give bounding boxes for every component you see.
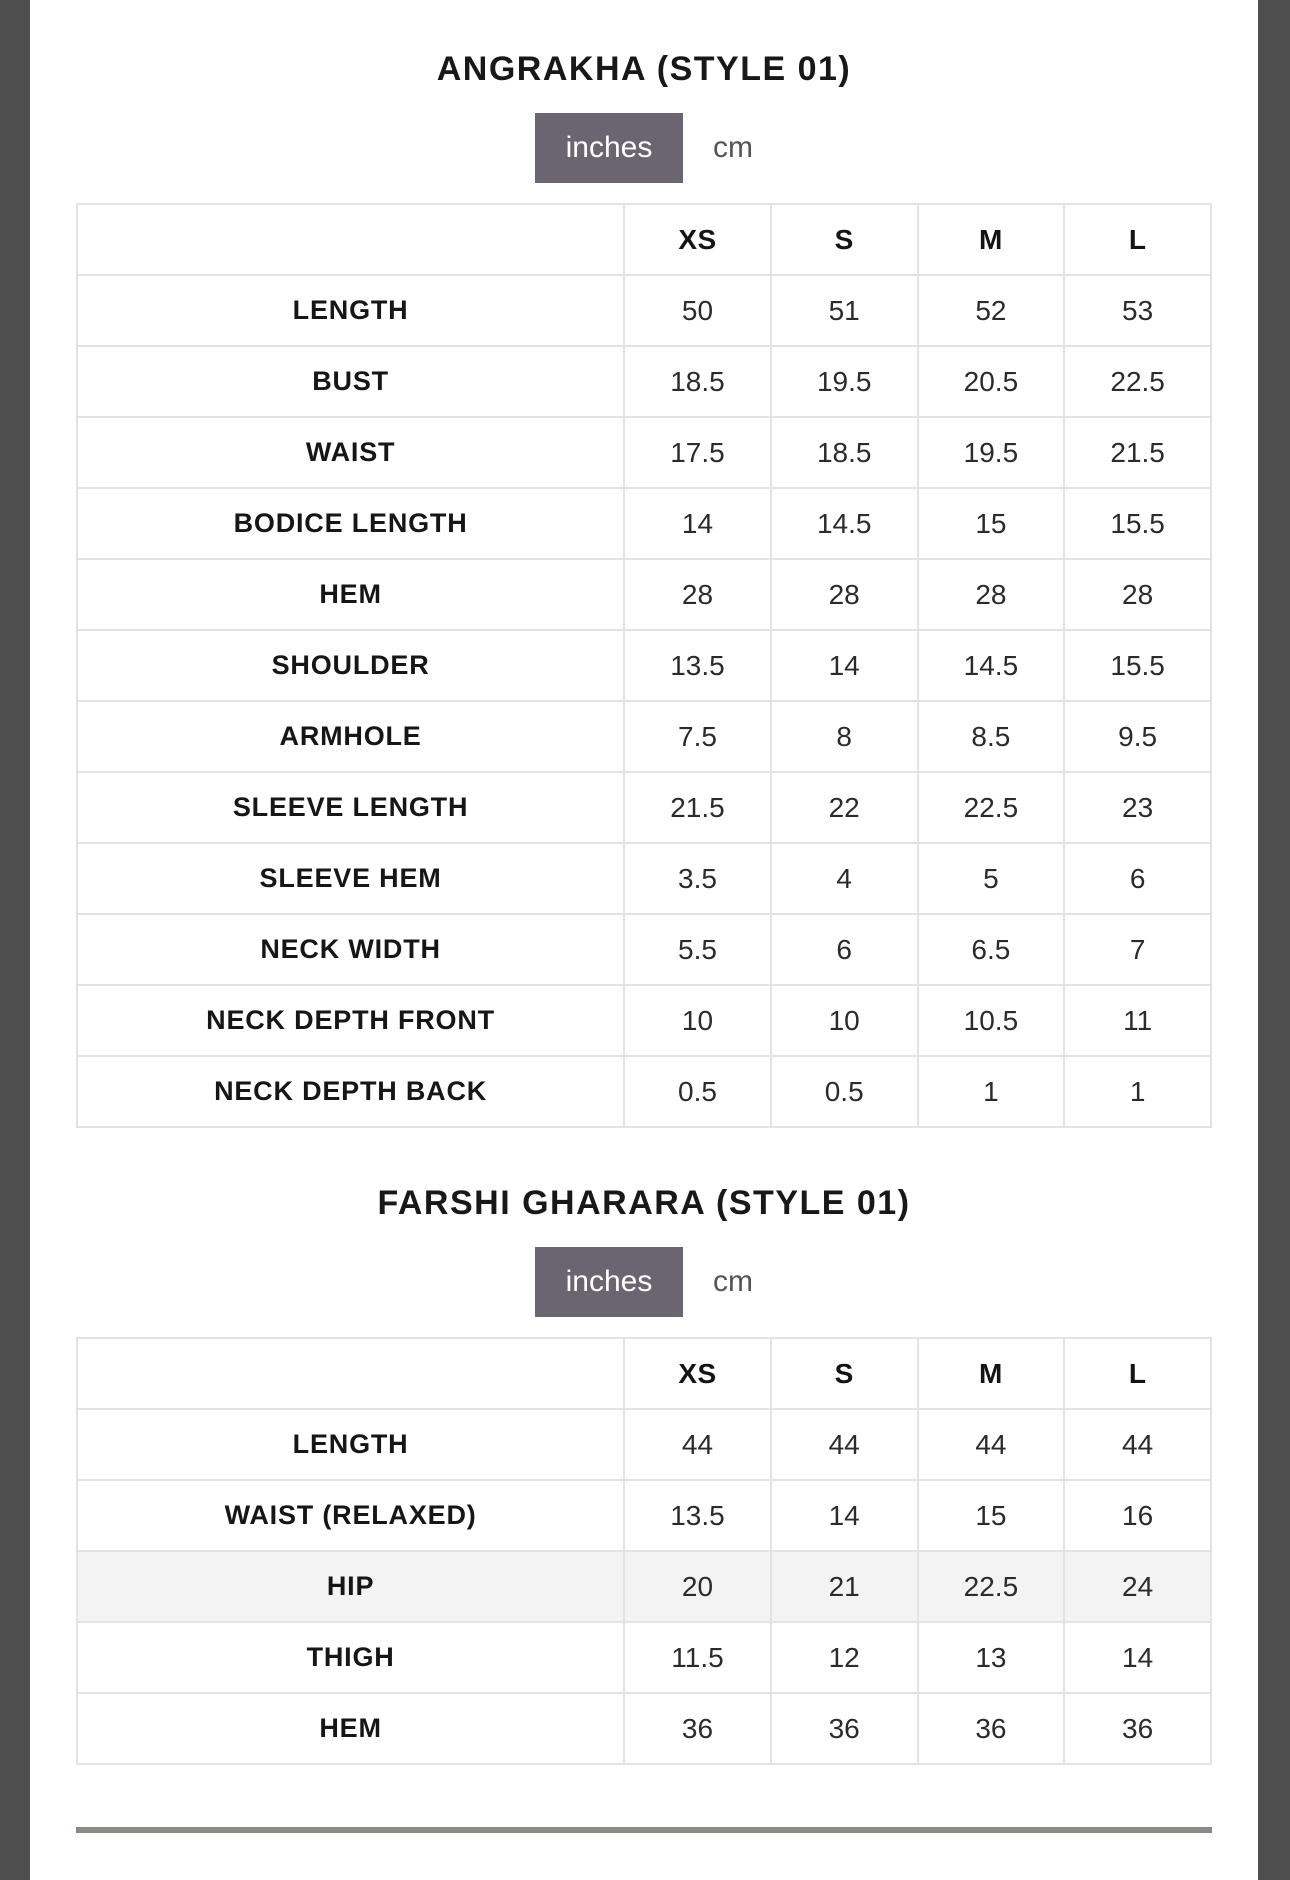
size-value-cell: 22.5 xyxy=(1065,347,1210,416)
size-value-cell: 8.5 xyxy=(919,702,1064,771)
header-row xyxy=(78,1339,1210,1408)
corner-cell xyxy=(78,205,623,274)
page-title: FARSHI GHARARA (STYLE 01) xyxy=(377,1184,911,1222)
size-value-cell: 19.5 xyxy=(919,418,1064,487)
measurement-label: SHOULDER xyxy=(78,631,623,700)
table-row xyxy=(78,773,1210,842)
size-value-cell: 14.5 xyxy=(919,631,1064,700)
size-value-cell: 9.5 xyxy=(1065,702,1210,771)
cm-toggle-button[interactable]: cm xyxy=(713,131,753,164)
size-value-cell: 14 xyxy=(772,1481,917,1550)
size-value-cell: 18.5 xyxy=(625,347,770,416)
size-value-cell: 15 xyxy=(919,1481,1064,1550)
section-angrakha-style-01 xyxy=(30,50,1258,1128)
size-value-cell: 28 xyxy=(625,560,770,629)
size-value-cell: 0.5 xyxy=(772,1057,917,1126)
size-value-cell: 19.5 xyxy=(772,347,917,416)
size-value-cell: 10.5 xyxy=(919,986,1064,1055)
size-value-cell: 36 xyxy=(1065,1694,1210,1763)
size-value-cell: 44 xyxy=(1065,1410,1210,1479)
bottom-divider xyxy=(76,1827,1212,1833)
size-value-cell: 44 xyxy=(772,1410,917,1479)
size-value-cell: 15 xyxy=(919,489,1064,558)
measurement-label: SLEEVE HEM xyxy=(78,844,623,913)
table-row xyxy=(78,915,1210,984)
size-column-header: M xyxy=(919,1339,1064,1408)
measurement-label: BUST xyxy=(78,347,623,416)
measurement-label: SLEEVE LENGTH xyxy=(78,773,623,842)
size-column-header: XS xyxy=(625,205,770,274)
size-chart-page xyxy=(30,0,1258,1880)
measurement-label: WAIST (RELAXED) xyxy=(78,1481,623,1550)
measurement-label: NECK DEPTH BACK xyxy=(78,1057,623,1126)
table-row xyxy=(78,1552,1210,1621)
size-value-cell: 28 xyxy=(772,560,917,629)
measurement-label: THIGH xyxy=(78,1623,623,1692)
measurement-label: HEM xyxy=(78,560,623,629)
size-value-cell: 14 xyxy=(625,489,770,558)
table-row xyxy=(78,560,1210,629)
table-row xyxy=(78,986,1210,1055)
page-title: ANGRAKHA (STYLE 01) xyxy=(436,50,852,88)
farshi-gharara-size-table xyxy=(76,1337,1212,1765)
size-column-header: S xyxy=(772,205,917,274)
table-row xyxy=(78,418,1210,487)
size-value-cell: 21 xyxy=(772,1552,917,1621)
size-value-cell: 5.5 xyxy=(625,915,770,984)
size-value-cell: 7 xyxy=(1065,915,1210,984)
size-value-cell: 15.5 xyxy=(1065,631,1210,700)
size-value-cell: 28 xyxy=(919,560,1064,629)
size-value-cell: 7.5 xyxy=(625,702,770,771)
measurement-label: NECK WIDTH xyxy=(78,915,623,984)
size-column-header: XS xyxy=(625,1339,770,1408)
size-column-header: L xyxy=(1065,1339,1210,1408)
measurement-label: LENGTH xyxy=(78,276,623,345)
measurement-label: LENGTH xyxy=(78,1410,623,1479)
size-value-cell: 6 xyxy=(1065,844,1210,913)
size-value-cell: 11.5 xyxy=(625,1623,770,1692)
corner-cell xyxy=(78,1339,623,1408)
measurement-label: HEM xyxy=(78,1694,623,1763)
size-value-cell: 4 xyxy=(772,844,917,913)
size-value-cell: 14 xyxy=(772,631,917,700)
size-value-cell: 10 xyxy=(772,986,917,1055)
table-row xyxy=(78,1410,1210,1479)
size-value-cell: 16 xyxy=(1065,1481,1210,1550)
size-value-cell: 36 xyxy=(772,1694,917,1763)
table-row xyxy=(78,1694,1210,1763)
measurement-label: HIP xyxy=(78,1552,623,1621)
left-edge-bar xyxy=(0,0,30,1880)
size-value-cell: 36 xyxy=(919,1694,1064,1763)
size-column-header: L xyxy=(1065,205,1210,274)
table-row xyxy=(78,702,1210,771)
angrakha-size-table xyxy=(76,203,1212,1128)
table-row xyxy=(78,1481,1210,1550)
size-value-cell: 51 xyxy=(772,276,917,345)
size-value-cell: 14 xyxy=(1065,1623,1210,1692)
header-row xyxy=(78,205,1210,274)
table-row xyxy=(78,347,1210,416)
unit-toggle xyxy=(30,1247,1258,1317)
table-row xyxy=(78,631,1210,700)
size-value-cell: 50 xyxy=(625,276,770,345)
table-row xyxy=(78,1057,1210,1126)
size-value-cell: 52 xyxy=(919,276,1064,345)
size-value-cell: 1 xyxy=(1065,1057,1210,1126)
size-value-cell: 21.5 xyxy=(1065,418,1210,487)
inches-toggle-button[interactable]: inches xyxy=(535,113,683,183)
size-value-cell: 20.5 xyxy=(919,347,1064,416)
table-row xyxy=(78,844,1210,913)
inches-toggle-button[interactable]: inches xyxy=(535,1247,683,1317)
size-value-cell: 53 xyxy=(1065,276,1210,345)
cm-toggle-button[interactable]: cm xyxy=(713,1265,753,1298)
size-column-header: S xyxy=(772,1339,917,1408)
measurement-label: NECK DEPTH FRONT xyxy=(78,986,623,1055)
size-value-cell: 12 xyxy=(772,1623,917,1692)
size-value-cell: 1 xyxy=(919,1057,1064,1126)
size-value-cell: 6.5 xyxy=(919,915,1064,984)
size-value-cell: 11 xyxy=(1065,986,1210,1055)
size-value-cell: 24 xyxy=(1065,1552,1210,1621)
size-value-cell: 6 xyxy=(772,915,917,984)
size-value-cell: 22.5 xyxy=(919,773,1064,842)
measurement-label: BODICE LENGTH xyxy=(78,489,623,558)
size-value-cell: 28 xyxy=(1065,560,1210,629)
size-value-cell: 13.5 xyxy=(625,631,770,700)
size-value-cell: 22 xyxy=(772,773,917,842)
table-row xyxy=(78,276,1210,345)
size-value-cell: 23 xyxy=(1065,773,1210,842)
size-column-header: M xyxy=(919,205,1064,274)
size-value-cell: 18.5 xyxy=(772,418,917,487)
size-value-cell: 8 xyxy=(772,702,917,771)
section-farshi-gharara-style-01 xyxy=(30,1184,1258,1765)
size-value-cell: 13.5 xyxy=(625,1481,770,1550)
size-value-cell: 3.5 xyxy=(625,844,770,913)
size-value-cell: 5 xyxy=(919,844,1064,913)
size-value-cell: 15.5 xyxy=(1065,489,1210,558)
size-value-cell: 13 xyxy=(919,1623,1064,1692)
right-edge-bar xyxy=(1258,0,1290,1880)
size-value-cell: 44 xyxy=(919,1410,1064,1479)
measurement-label: ARMHOLE xyxy=(78,702,623,771)
size-value-cell: 21.5 xyxy=(625,773,770,842)
size-value-cell: 20 xyxy=(625,1552,770,1621)
size-value-cell: 17.5 xyxy=(625,418,770,487)
size-value-cell: 10 xyxy=(625,986,770,1055)
size-value-cell: 14.5 xyxy=(772,489,917,558)
table-row xyxy=(78,1623,1210,1692)
size-value-cell: 36 xyxy=(625,1694,770,1763)
table-row xyxy=(78,489,1210,558)
size-value-cell: 22.5 xyxy=(919,1552,1064,1621)
size-value-cell: 0.5 xyxy=(625,1057,770,1126)
measurement-label: WAIST xyxy=(78,418,623,487)
unit-toggle xyxy=(30,113,1258,183)
size-value-cell: 44 xyxy=(625,1410,770,1479)
